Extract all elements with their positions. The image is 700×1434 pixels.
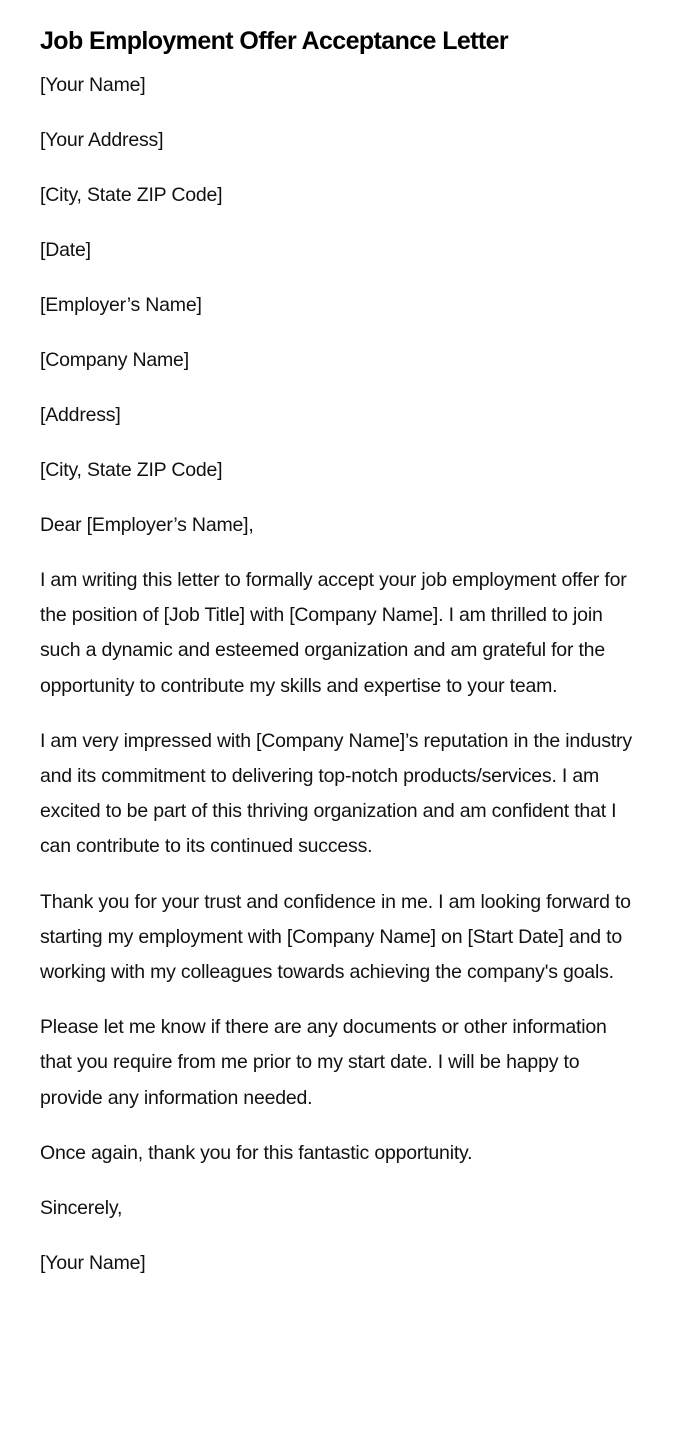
recipient-address: [Address] (40, 404, 121, 426)
sender-address: [Your Address] (40, 129, 164, 151)
recipient-company-name: [Company Name] (40, 349, 189, 371)
salutation: Dear [Employer’s Name], (40, 514, 254, 536)
sender-city-state-zip: [City, State ZIP Code] (40, 184, 223, 206)
sender-name: [Your Name] (40, 74, 146, 96)
closing: Sincerely, (40, 1197, 123, 1220)
recipient-city-state-zip: [City, State ZIP Code] (40, 459, 223, 481)
body-paragraph-acceptance: I am writing this letter to formally accept your job employment offer for the position of [Job Title] with [Company Name]. I am thrilled to join such a dynamic and esteemed organization and am grateful for the opportunity to contribute my skills and expertise to your team. (40, 569, 627, 697)
body-paragraph-documents: Please let me know if there are any documents or other information that you require from me prior to my start date. I will be happy to provide any information needed. (40, 1016, 607, 1109)
body-paragraph-closing-thanks: Once again, thank you for this fantastic opportunity. (40, 1141, 473, 1164)
letter-title: Job Employment Offer Acceptance Letter (40, 27, 509, 55)
body-paragraph-impressed: I am very impressed with [Company Name]’s reputation in the industry and its commitment to delivering top-notch products/services. I am excited to be part of this thriving organization and am confident that I can contribute to its continued success. (40, 729, 632, 858)
body-paragraph-thanks: Thank you for your trust and confidence in me. I am looking forward to starting my employment with [Company Name] on [Start Date] and to working with my colleagues towards achieving the company's goals. (40, 890, 631, 984)
recipient-employer-name: [Employer’s Name] (40, 294, 202, 316)
letter-document (40, 24, 640, 1301)
signature-name: [Your Name] (40, 1252, 146, 1275)
letter-date: [Date] (40, 239, 91, 261)
